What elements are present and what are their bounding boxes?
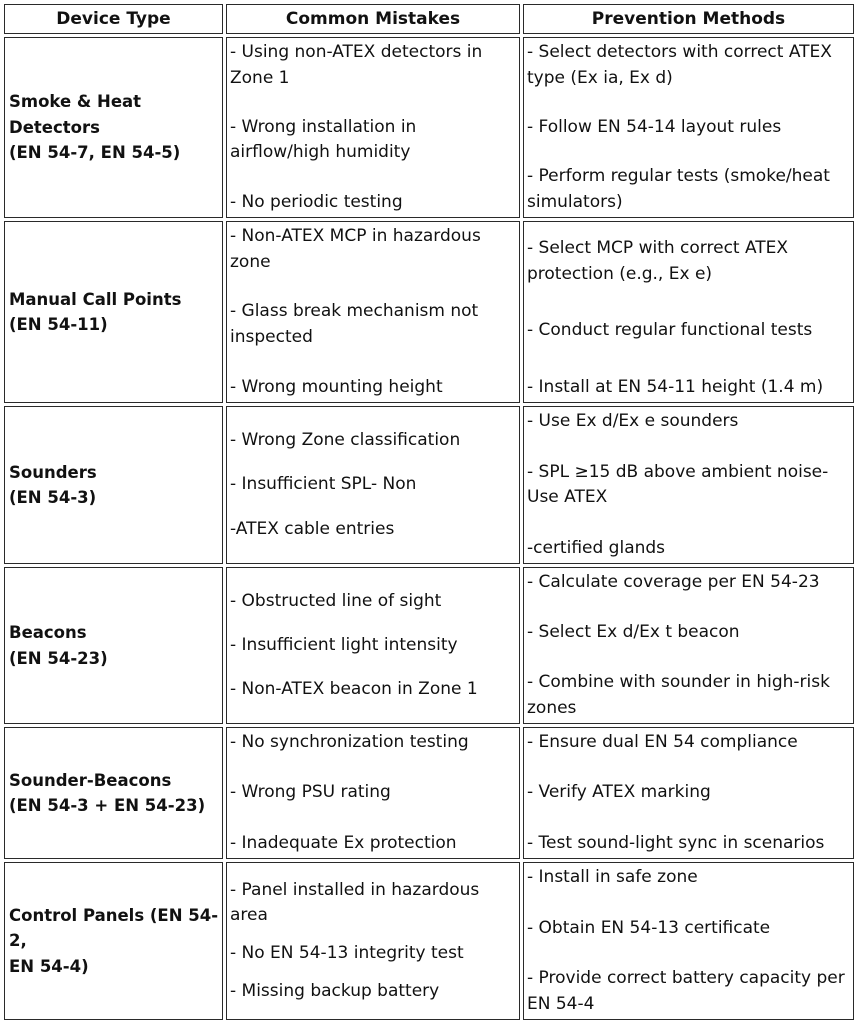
prevention-cell	[523, 727, 854, 859]
prevention-cell	[523, 567, 854, 724]
prevention-item: - Obtain EN 54-13 certificate	[527, 917, 771, 938]
prevention-item: - Conduct regular functional tests	[527, 320, 813, 340]
prevention-item: -certified glands	[527, 537, 666, 558]
device-standard: (EN 54-3)	[9, 488, 97, 507]
mistake-item: - Using non-ATEX detectors in Zone 1	[230, 42, 483, 88]
prevention-item: - Install in safe zone	[527, 867, 698, 887]
prevention-item: - Select MCP with correct ATEX protection (e.g., Ex e)	[527, 238, 789, 284]
mistake-item: - Wrong PSU rating	[230, 782, 391, 803]
prevention-item: - Select Ex d/Ex t beacon	[527, 622, 740, 642]
mistake-item: - Insufficient light intensity	[230, 634, 458, 655]
prevention-item: - Ensure dual EN 54 compliance	[527, 732, 798, 752]
device-cell	[4, 37, 223, 218]
mistake-item: - Missing backup battery	[230, 981, 440, 1001]
prevention-item: - Follow EN 54-14 layout rules	[527, 116, 782, 137]
prevention-cell	[523, 862, 854, 1020]
mistake-item: - Non-ATEX beacon in Zone 1	[230, 678, 478, 699]
prevention-item: - SPL ≥15 dB above ambient noise- Use ATEX	[527, 461, 829, 507]
header-common-mistakes: Common Mistakes	[226, 4, 520, 34]
device-standard: (EN 54-3 + EN 54-23)	[9, 796, 206, 815]
prevention-item: - Combine with sounder in high-risk zones	[527, 672, 830, 718]
prevention-item: - Install at EN 54-11 height (1.4 m)	[527, 376, 824, 397]
device-name: Control Panels (EN 54-2,	[9, 905, 219, 951]
device-standard: EN 54-4)	[9, 956, 89, 976]
mistakes-cell	[226, 567, 520, 724]
device-cell	[4, 727, 223, 859]
prevention-item: - Calculate coverage per EN 54-23	[527, 572, 820, 592]
mistakes-cell	[226, 862, 520, 1020]
device-name: Smoke & Heat Detectors	[9, 92, 142, 137]
device-cell	[4, 567, 223, 724]
device-standard: (EN 54-7, EN 54-5)	[9, 143, 181, 163]
mistake-item: -ATEX cable entries	[230, 518, 395, 539]
mistake-item: - Panel installed in hazardous area	[230, 879, 480, 925]
mistake-item: - No periodic testing	[230, 191, 403, 212]
prevention-item: - Select detectors with correct ATEX type (Ex ia, Ex d)	[527, 42, 832, 88]
prevention-item: - Provide correct battery capacity per EN 54-4	[527, 968, 845, 1014]
device-name: Manual Call Points	[9, 289, 182, 309]
mistake-item: - Wrong installation in airflow/high humidity	[230, 116, 417, 163]
prevention-item: - Use Ex d/Ex e sounders	[527, 411, 739, 431]
mistakes-cell	[226, 221, 520, 403]
mistake-item: - No synchronization testing	[230, 732, 469, 752]
prevention-cell	[523, 37, 854, 218]
mistake-item: - Non-ATEX MCP in hazardous zone	[230, 226, 481, 272]
mistake-item: - Glass break mechanism not inspected	[230, 301, 479, 347]
prevention-cell	[523, 406, 854, 564]
mistake-item: - Obstructed line of sight	[230, 590, 442, 611]
mistakes-cell	[226, 37, 520, 218]
header-device-type: Device Type	[4, 4, 223, 34]
mistake-item: - Inadequate Ex protection	[230, 832, 457, 853]
device-name: Sounders	[9, 462, 97, 482]
header-prevention-methods: Prevention Methods	[523, 4, 854, 34]
prevention-item: - Perform regular tests (smoke/heat simulators)	[527, 166, 830, 212]
device-cell	[4, 406, 223, 564]
mistake-item: - Wrong Zone classification	[230, 429, 461, 450]
mistake-item: - Insufficient SPL- Non	[230, 474, 417, 495]
device-name: Sounder-Beacons	[9, 770, 172, 790]
device-cell	[4, 221, 223, 403]
prevention-item: - Verify ATEX marking	[527, 782, 711, 803]
device-standard: (EN 54-11)	[9, 315, 108, 334]
device-name: Beacons	[9, 623, 87, 642]
mistakes-cell	[226, 727, 520, 859]
prevention-item: - Test sound-light sync in scenarios	[527, 832, 825, 853]
device-standard: (EN 54-23)	[9, 648, 108, 668]
prevention-cell	[523, 221, 854, 403]
mistakes-cell	[226, 406, 520, 564]
mistake-item: - No EN 54-13 integrity test	[230, 943, 464, 963]
mistake-item: - Wrong mounting height	[230, 376, 443, 397]
device-cell	[4, 862, 223, 1020]
